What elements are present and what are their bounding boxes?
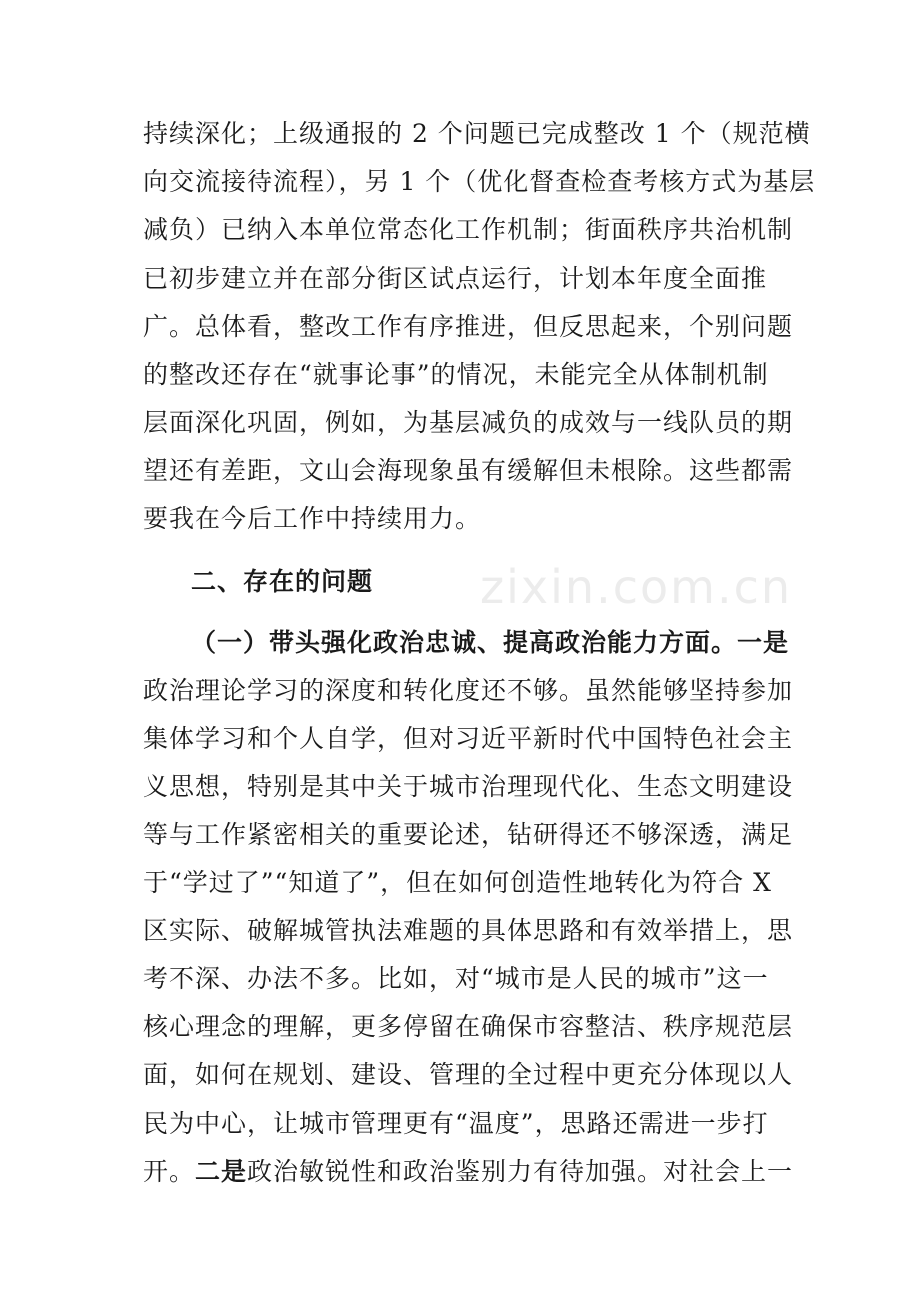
intro-line: 已初步建立并在部分街区试点运行，计划本年度全面推: [143, 264, 768, 293]
body-line: 考不深、办法不多。比如，对“城市是人民的城市”这一: [143, 964, 769, 993]
body-line: 民为中心，让城市管理更有“温度”，思路还需进一步打: [143, 1109, 769, 1138]
subsection-heading: （一）带头强化政治忠诚、提高政治能力方面。一是: [191, 628, 790, 657]
intro-line: 广。总体看，整改工作有序推进，但反思起来，个别问题: [143, 312, 794, 341]
body-line-last-rest: 政治敏锐性和政治鉴别力有待加强。对社会上一: [247, 1157, 794, 1186]
intro-line: 望还有差距，文山会海现象虽有缓解但未根除。这些都需: [143, 456, 794, 485]
intro-line: 向交流接待流程），另 1 个（优化督查检查考核方式为基层: [143, 167, 816, 196]
body-line: 义思想，特别是其中关于城市治理现代化、生态文明建设: [143, 772, 794, 801]
body-line: 集体学习和个人自学，但对习近平新时代中国特色社会主: [143, 724, 794, 753]
intro-line: 的整改还存在“就事论事”的情况，未能完全从体制机制: [143, 360, 769, 389]
body-line: 政治理论学习的深度和转化度还不够。虽然能够坚持参加: [143, 676, 794, 705]
section-heading: 二、存在的问题: [191, 567, 374, 596]
watermark: zixin.com.cn: [480, 560, 793, 614]
point-marker-two: 二是: [195, 1157, 248, 1186]
body-line: 等与工作紧密相关的重要论述，钻研得还不够深透，满足: [143, 820, 794, 849]
body-line-last: [143, 1156, 794, 1188]
body-line: 面，如何在规划、建设、管理的全过程中更充分体现以人: [143, 1060, 794, 1089]
body-line: 区实际、破解城管执法难题的具体思路和有效举措上，思: [143, 916, 794, 945]
body-line: 于“学过了”“知道了”，但在如何创造性地转化为符合 X: [143, 868, 772, 897]
intro-line: 持续深化；上级通报的 2 个问题已完成整改 1 个（规范横: [143, 119, 811, 148]
body-line: 核心理念的理解，更多停留在确保市容整洁、秩序规范层: [143, 1012, 794, 1041]
intro-line: 层面深化巩固，例如，为基层减负的成效与一线队员的期: [143, 408, 794, 437]
intro-line: 要我在今后工作中持续用力。: [143, 504, 482, 533]
intro-line: 减负）已纳入本单位常态化工作机制；街面秩序共治机制: [143, 215, 794, 244]
body-line-last-prefix: 开。: [143, 1157, 196, 1186]
